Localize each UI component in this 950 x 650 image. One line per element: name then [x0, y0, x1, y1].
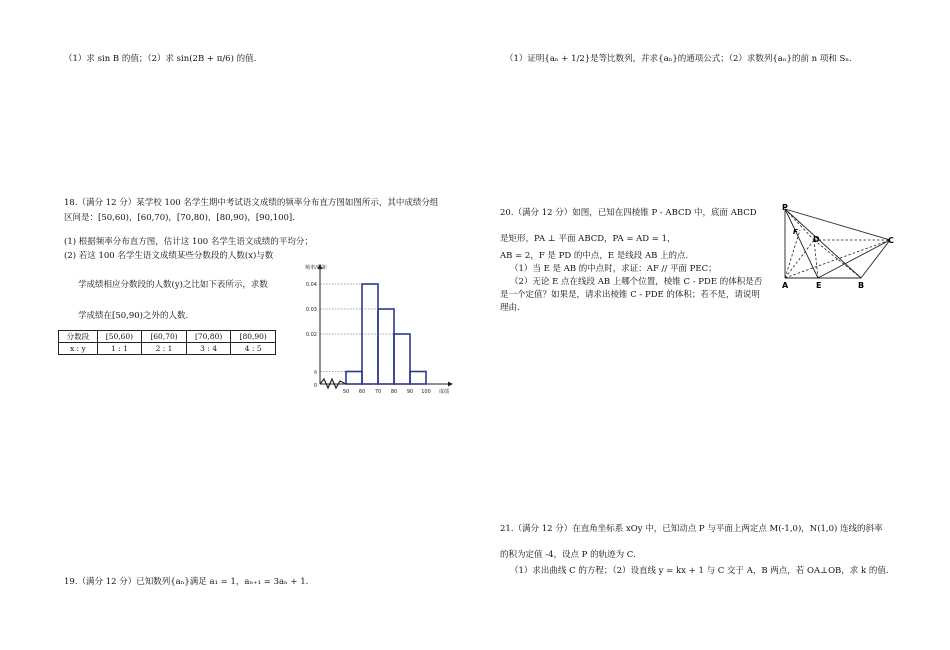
ratio-table	[58, 330, 276, 355]
q18-intervals: 区间是：[50,60)，[60,70)，[70,80)，[80,90)，[90,100].	[64, 213, 295, 223]
q20-line4: （1）当 E 是 AB 的中点时，求证：AF // 平面 PEC；	[510, 264, 717, 274]
left-top-question: （1）求 sin B 的值；（2）求 sin(2B + π/6) 的值.	[64, 54, 257, 64]
y-tick-label: a	[313, 369, 317, 376]
q20-line7: 理由.	[500, 303, 520, 313]
q21-line2: 的积为定值 -4，设点 P 的轨迹为 C.	[500, 550, 636, 560]
q18-part2c: 学成绩在[50,90)之外的人数.	[78, 311, 189, 321]
table-cell: 2 : 1	[142, 343, 187, 355]
q21-line3: （1）求出曲线 C 的方程；（2）设直线 y = kx + 1 与 C 交于 A，B 两点，若 OA⊥OB，求 k 的值.	[510, 566, 889, 576]
frequency-histogram	[298, 262, 458, 398]
y-axis-label: 频率/组距	[305, 265, 327, 271]
origin-label: 0	[313, 383, 317, 389]
label-f: F	[793, 228, 798, 236]
table-cell: 1 : 1	[97, 343, 142, 355]
q18-part1: (1) 根据频率分布直方图，估计这 100 名学生语文成绩的平均分；	[64, 237, 313, 247]
table-cell: [50,60)	[97, 331, 142, 343]
pyramid-figure	[778, 200, 898, 295]
x-tick-label: 50	[342, 389, 350, 395]
label-e: E	[816, 281, 822, 290]
x-axis-label: 成绩	[438, 389, 450, 395]
q20-line3: AB = 2，F 是 PD 的中点，E 是线段 AB 上的点.	[500, 251, 689, 261]
table-cell: x : y	[59, 343, 98, 355]
table-header-row	[59, 331, 276, 343]
label-a: A	[782, 281, 789, 290]
label-c: C	[888, 236, 894, 245]
label-p: P	[782, 203, 788, 212]
q20-line2: 是矩形，PA ⊥ 平面 ABCD，PA = AD = 1，	[500, 234, 676, 244]
y-tick-label: 0.04	[305, 282, 317, 288]
histogram-bar	[394, 334, 410, 384]
table-cell: [70,80)	[186, 331, 231, 343]
y-tick-label: 0.02	[305, 332, 317, 338]
q20-line1: 20.（满分 12 分）如图，已知在四棱锥 P - ABCD 中，底面 ABCD	[500, 208, 757, 218]
q20-line5: （2）无论 E 点在线段 AB 上哪个位置，棱锥 C - PDE 的体积是否	[510, 277, 763, 287]
table-cell: [80,90)	[231, 331, 276, 343]
histogram-bar	[410, 372, 426, 385]
x-axis-arrow	[448, 382, 453, 387]
x-tick-label: 80	[390, 389, 398, 395]
x-tick-label: 100	[421, 389, 431, 395]
histogram-bar	[378, 309, 394, 384]
label-d: D	[813, 235, 820, 244]
table-cell: [60,70)	[142, 331, 187, 343]
table-cell: 3 : 4	[186, 343, 231, 355]
q19-text: 19.（满分 12 分）已知数列{aₙ}满足 a₁ = 1，aₙ₊₁ = 3aₙ + 1.	[64, 577, 309, 587]
right-top-question: （1）证明{aₙ + 1/2}是等比数列，并求{aₙ}的通项公式；（2）求数列{aₙ}的前 n 项和 Sₙ.	[505, 54, 852, 64]
y-tick-label: 0.03	[305, 307, 317, 313]
q20-line6: 是一个定值？如果是，请求出棱锥 C - PDE 的体积；若不是，请说明	[500, 290, 760, 300]
q18-part2b: 学成绩相应分数段的人数(y)之比如下表所示，求数	[78, 280, 268, 290]
table-cell: 4 : 5	[231, 343, 276, 355]
q18-part2: (2) 若这 100 名学生语文成绩某些分数段的人数(x)与数	[64, 251, 274, 261]
histogram-bar	[346, 372, 362, 385]
table-row	[59, 343, 276, 355]
label-b: B	[858, 281, 865, 290]
x-tick-label: 70	[374, 389, 382, 395]
q18-header: 18.（满分 12 分）某学校 100 名学生期中考试语文成绩的频率分布直方图如图所示，其中成绩分组	[64, 198, 439, 208]
table-cell: 分数段	[59, 331, 98, 343]
x-tick-label: 60	[358, 389, 366, 395]
x-tick-label: 90	[406, 389, 414, 395]
q21-line1: 21.（满分 12 分）在直角坐标系 xOy 中，已知动点 P 与平面上两定点 M(-1,0)，N(1,0) 连线的斜率	[500, 524, 883, 534]
histogram-bar	[362, 284, 378, 384]
